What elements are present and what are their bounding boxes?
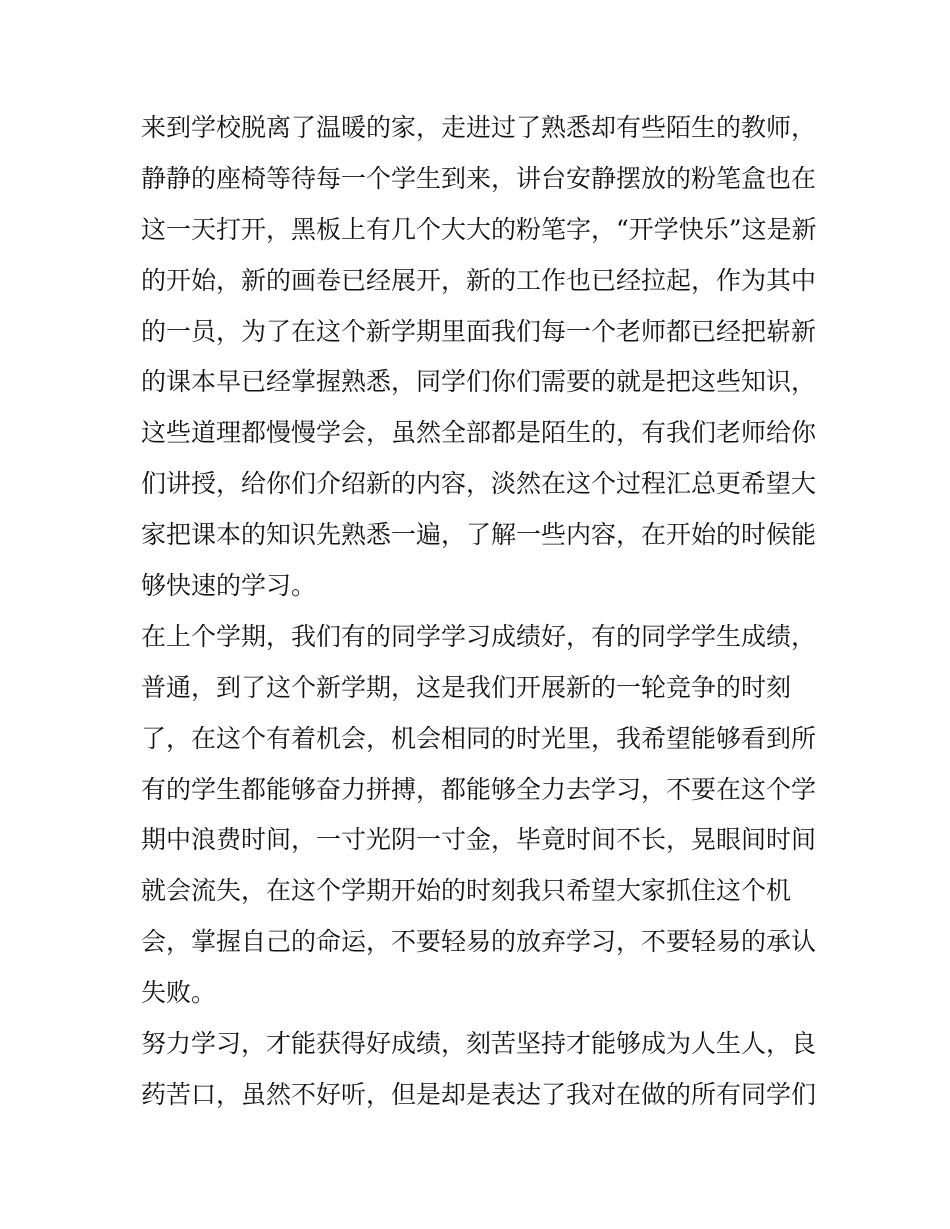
text-line: 了，在这个有着机会，机会相同的时光里，我希望能够看到所 (141, 723, 817, 753)
body-text (141, 103, 821, 1121)
text-line: 的一员，为了在这个新学期里面我们每一个老师都已经把崭新 (141, 316, 817, 346)
paragraph-1 (141, 103, 821, 612)
text-line: 来到学校脱离了温暖的家，走进过了熟悉却有些陌生的教师， (141, 113, 817, 142)
paragraph-2 (141, 612, 821, 1019)
text-line: 这一天打开，黑板上有几个大大的粉笔字，“开学快乐”这是新 (141, 214, 817, 244)
text-line: 期中浪费时间，一寸光阴一寸金，毕竟时间不长，晃眼间时间 (141, 825, 817, 855)
text-line: 的课本早已经掌握熟悉，同学们你们需要的就是把这些知识， (141, 367, 817, 397)
text-line: 们讲授，给你们介绍新的内容，淡然在这个过程汇总更希望大 (141, 469, 817, 499)
text-line: 有的学生都能够奋力拼搏，都能够全力去学习，不要在这个学 (141, 774, 817, 804)
text-line: 够快速的学习。 (141, 571, 317, 601)
text-line: 家把课本的知识先熟悉一遍，了解一些内容，在开始的时候能 (141, 520, 817, 550)
text-line: 在上个学期，我们有的同学学习成绩好，有的同学学生成绩， (141, 621, 817, 651)
text-line: 努力学习，才能获得好成绩，刻苦坚持才能够成为人生人，良 (141, 1029, 817, 1059)
text-line: 药苦口，虽然不好听，但是却是表达了我对在做的所有同学们 (141, 1079, 817, 1109)
text-line: 就会流失，在这个学期开始的时刻我只希望大家抓住这个机 (141, 876, 792, 906)
text-line: 失败。 (141, 978, 217, 1008)
text-line: 静静的座椅等待每一个学生到来，讲台安静摆放的粉笔盒也在 (141, 163, 817, 193)
text-line: 会，掌握自己的命运，不要轻易的放弃学习，不要轻易的承认 (141, 927, 817, 957)
text-line: 的开始，新的画卷已经展开，新的工作也已经拉起，作为其中 (141, 265, 817, 295)
text-line: 普通，到了这个新学期，这是我们开展新的一轮竞争的时刻 (141, 672, 792, 702)
paragraph-3 (141, 1019, 821, 1121)
text-line: 这些道理都慢慢学会，虽然全部都是陌生的，有我们老师给你 (141, 418, 817, 448)
